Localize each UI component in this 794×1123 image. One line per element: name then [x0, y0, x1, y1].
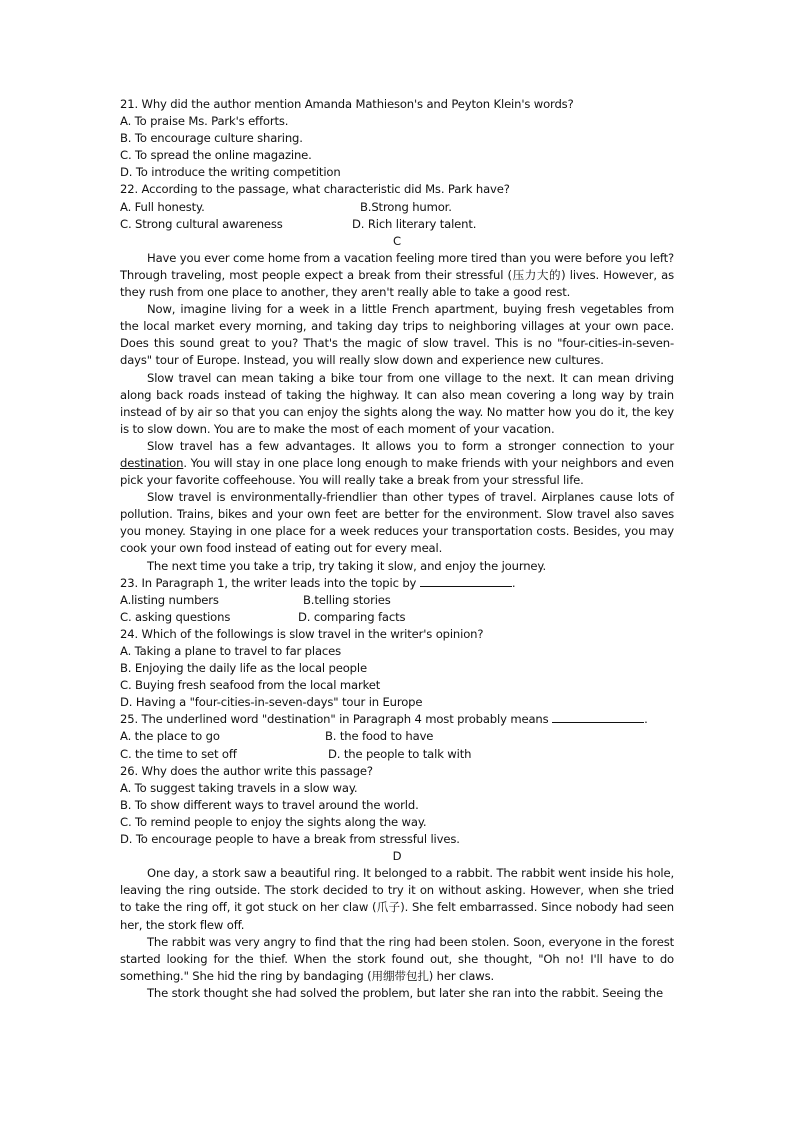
- question-25-option-d: D. the people to talk with: [328, 746, 472, 761]
- question-25-stem: [120, 711, 674, 728]
- question-23-row-1: [120, 592, 674, 609]
- passage-d-paragraph-3: The stork thought she had solved the problem, but later she ran into the rabbit. Seeing the: [147, 985, 663, 1000]
- question-23-option-c: C. asking questions: [120, 609, 231, 624]
- question-23-period: .: [511, 575, 516, 590]
- question-23-option-b: B.telling stories: [303, 592, 391, 607]
- paragraph-4-text-start: Slow travel has a few advantages. It allows you to form a stronger connection to your: [147, 438, 674, 453]
- question-22-row-2: [120, 216, 674, 233]
- question-24-option-d: D. Having a "four-cities-in-seven-days" tour in Europe: [120, 695, 423, 710]
- question-25-period: .: [644, 712, 648, 727]
- question-21-option-d: D. To introduce the writing competition: [120, 165, 341, 180]
- passage-c-paragraph-2: Now, imagine living for a week in a little French apartment, buying fresh vegetables from the local market every morning, and taking day trips to neighboring villages at your own pace. Does this sound great to you? That's the magic of slow travel. This is no "four-cities-in-seven-days" tour of Europe. Instead, you will really slow down and experience new cultures.: [120, 302, 674, 368]
- section-c-heading: C: [393, 233, 401, 248]
- question-22-stem: 22. According to the passage, what characteristic did Ms. Park have?: [120, 182, 510, 197]
- question-26-option-b: B. To show different ways to travel around the world.: [120, 797, 419, 812]
- question-26-option-c: C. To remind people to enjoy the sights along the way.: [120, 814, 427, 829]
- question-25-row-1: [120, 728, 674, 745]
- section-d-heading: D: [392, 849, 402, 864]
- question-22-option-d: D. Rich literary talent.: [352, 216, 477, 231]
- passage-c-paragraph-6: The next time you take a trip, try taking it slow, and enjoy the journey.: [147, 558, 547, 573]
- passage-c-paragraph-3: Slow travel can mean taking a bike tour from one village to the next. It can mean driving along back roads instead of taking the highway. It can also mean covering a long way by train instead of by air so that you can enjoy the sights along the way. No matter how you do it, the key is to slow down. You are to make the most of each moment of your vacation.: [120, 370, 674, 436]
- exam-page: [120, 96, 674, 1002]
- passage-d-paragraph-2: The rabbit was very angry to find that the ring had been stolen. Soon, everyone in the forest started looking for the thief. When the stork found out, she thought, "Oh no! I'll have to do something." She hid the ring by bandaging (用绷带包扎) her claws.: [120, 934, 674, 983]
- question-25-option-a: A. the place to go: [120, 729, 220, 744]
- question-25-option-c: C. the time to set off: [120, 746, 237, 761]
- question-25-option-b: B. the food to have: [325, 729, 434, 744]
- question-26-option-d: D. To encourage people to have a break from stressful lives.: [120, 832, 460, 847]
- question-22-option-b: B.Strong humor.: [360, 199, 452, 214]
- question-24-stem: 24. Which of the followings is slow travel in the writer's opinion?: [120, 626, 484, 641]
- passage-c-paragraph-5: Slow travel is environmentally-friendlier than other types of travel. Airplanes cause lots of pollution. Trains, bikes and your own feet are better for the environment. Slow travel also saves you money. Staying in one place for a week reduces your transportation costs. Besides, you may cook your own food instead of eating out for every meal.: [120, 490, 674, 556]
- question-21-option-b: B. To encourage culture sharing.: [120, 131, 303, 146]
- answer-blank: [420, 575, 512, 587]
- question-22-row-1: [120, 199, 674, 216]
- answer-blank: [552, 711, 644, 723]
- question-24-option-b: B. Enjoying the daily life as the local people: [120, 661, 367, 676]
- underlined-word-destination: destination: [120, 455, 184, 470]
- question-23-row-2: [120, 609, 674, 626]
- question-23-option-a: A.listing numbers: [120, 592, 219, 607]
- question-23-option-d: D. comparing facts: [298, 609, 406, 624]
- question-21-stem: 21. Why did the author mention Amanda Mathieson's and Peyton Klein's words?: [120, 97, 574, 111]
- question-22-option-a: A. Full honesty.: [120, 199, 205, 214]
- passage-c-paragraph-4: [120, 438, 674, 489]
- question-23-text: 23. In Paragraph 1, the writer leads into the topic by: [120, 575, 417, 590]
- paragraph-4-text-end: . You will stay in one place long enough to make friends with your neighbors and even pick your favorite coffeehouse. You will really take a break from your stressful life.: [120, 455, 674, 488]
- question-21-option-c: C. To spread the online magazine.: [120, 148, 312, 163]
- question-21-option-a: A. To praise Ms. Park's efforts.: [120, 114, 289, 129]
- question-25-text: 25. The underlined word "destination" in Paragraph 4 most probably means: [120, 712, 549, 727]
- question-25-row-2: [120, 746, 674, 763]
- passage-d-paragraph-1: One day, a stork saw a beautiful ring. It belonged to a rabbit. The rabbit went inside his hole, leaving the ring outside. The stork decided to try it on without asking. However, when she tried to take the ring off, it got stuck on her claw (爪子). She felt embarrassed. Since nobody had seen her, the stork flew off.: [120, 866, 674, 932]
- question-23-stem: [120, 575, 674, 592]
- passage-c-paragraph-1: Have you ever come home from a vacation feeling more tired than you were before you left? Through traveling, most people expect a break from their stressful (压力大的) lives. However, as they rush from one place to another, they aren't really able to take a good rest.: [120, 250, 674, 300]
- question-24-option-a: A. Taking a plane to travel to far places: [120, 644, 342, 658]
- question-26-stem: 26. Why does the author write this passage?: [120, 763, 373, 778]
- question-26-option-a: A. To suggest taking travels in a slow way.: [120, 780, 358, 795]
- question-24-option-c: C. Buying fresh seafood from the local market: [120, 678, 381, 693]
- question-22-option-c: C. Strong cultural awareness: [120, 216, 283, 231]
